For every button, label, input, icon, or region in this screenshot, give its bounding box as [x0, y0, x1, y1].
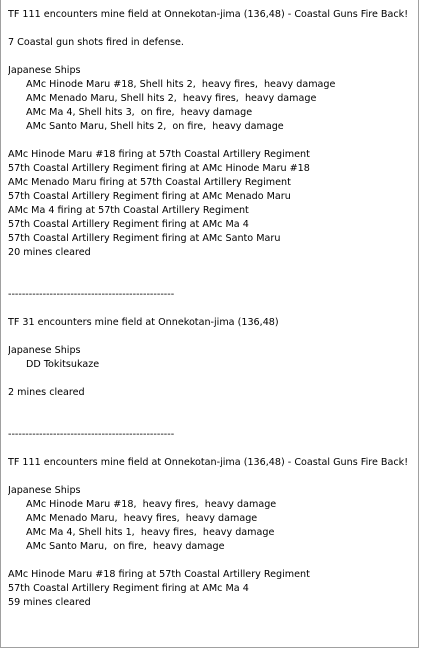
fire-line: 57th Coastal Artillery Regiment firing at AMc Ma 4	[8, 219, 249, 230]
ships-heading: Japanese Ships	[8, 345, 81, 356]
fire-line: 57th Coastal Artillery Regiment firing at AMc Ma 4	[8, 583, 249, 594]
fire-line: AMc Menado Maru firing at 57th Coastal Artillery Regiment	[8, 177, 291, 188]
blank-line	[8, 50, 418, 64]
fire-line: 57th Coastal Artillery Regiment firing at AMc Hinode Maru #18	[8, 163, 310, 174]
fire-line: AMc Hinode Maru #18 firing at 57th Coastal Artillery Regiment	[8, 569, 310, 580]
ship-status-line: AMc Hinode Maru #18, heavy fires, heavy damage	[26, 499, 277, 510]
blank-line	[8, 134, 418, 148]
mines-cleared-text: 20 mines cleared	[8, 247, 91, 258]
ship-status-line: AMc Ma 4, Shell hits 1, heavy fires, heavy damage	[26, 527, 275, 538]
blank-line	[8, 260, 418, 274]
shots-fired-text: 7 Coastal gun shots fired in defense.	[8, 37, 184, 48]
mines-cleared-text: 2 mines cleared	[8, 387, 85, 398]
combat-log	[8, 8, 418, 610]
blank-line	[8, 442, 418, 456]
ship-status-line: AMc Santo Maru, Shell hits 2, on fire, heavy damage	[26, 121, 284, 132]
fire-line: 57th Coastal Artillery Regiment firing at AMc Menado Maru	[8, 191, 291, 202]
ship-status-line: AMc Menado Maru, Shell hits 2, heavy fires, heavy damage	[26, 93, 317, 104]
blank-line	[8, 554, 418, 568]
ships-heading: Japanese Ships	[8, 485, 81, 496]
fire-line: 57th Coastal Artillery Regiment firing at AMc Santo Maru	[8, 233, 281, 244]
ships-heading: Japanese Ships	[8, 65, 81, 76]
blank-line	[8, 414, 418, 428]
blank-line	[8, 330, 418, 344]
separator-line: ------------------------------------------------	[8, 289, 175, 300]
fire-line: AMc Ma 4 firing at 57th Coastal Artillery Regiment	[8, 205, 249, 216]
blank-line	[8, 302, 418, 316]
blank-line	[8, 274, 418, 288]
entry-header: TF 111 encounters mine field at Onnekotan-jima (136,48) - Coastal Guns Fire Back!	[8, 9, 409, 20]
entry-header: TF 31 encounters mine field at Onnekotan-jima (136,48)	[8, 317, 279, 328]
ship-status-line: AMc Santo Maru, on fire, heavy damage	[26, 541, 225, 552]
ship-status-line: AMc Ma 4, Shell hits 3, on fire, heavy damage	[26, 107, 253, 118]
blank-line	[8, 22, 418, 36]
blank-line	[8, 400, 418, 414]
ship-status-line: AMc Hinode Maru #18, Shell hits 2, heavy fires, heavy damage	[26, 79, 336, 90]
blank-line	[8, 372, 418, 386]
mines-cleared-text: 59 mines cleared	[8, 597, 91, 608]
entry-header: TF 111 encounters mine field at Onnekotan-jima (136,48) - Coastal Guns Fire Back!	[8, 457, 409, 468]
ship-status-line: AMc Menado Maru, heavy fires, heavy damage	[26, 513, 258, 524]
blank-line	[8, 470, 418, 484]
fire-line: AMc Hinode Maru #18 firing at 57th Coastal Artillery Regiment	[8, 149, 310, 160]
ship-status-line: DD Tokitsukaze	[26, 359, 100, 370]
separator-line: ------------------------------------------------	[8, 429, 175, 440]
